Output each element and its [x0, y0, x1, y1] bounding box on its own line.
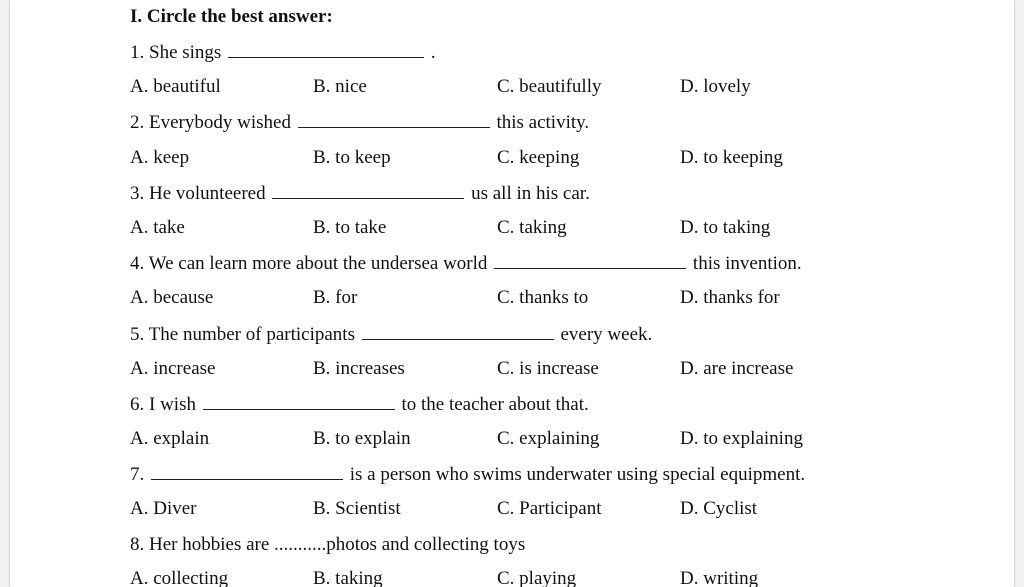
answer-blank[interactable] [151, 462, 343, 480]
options-row-5 [10, 357, 1014, 381]
option-b[interactable]: B. to explain [313, 428, 411, 449]
question-text-before: We can learn more about the undersea world [148, 253, 488, 274]
question-5 [130, 322, 652, 346]
question-text: Her hobbies are ...........photos and collecting toys [149, 534, 526, 555]
option-c[interactable]: C. playing [497, 568, 577, 587]
question-4 [130, 251, 802, 275]
option-d[interactable]: D. are increase [680, 358, 794, 379]
answer-blank[interactable] [494, 251, 686, 269]
option-d[interactable]: D. to taking [680, 217, 771, 238]
question-text-before: I wish [149, 394, 196, 415]
question-text-after: this activity. [496, 112, 590, 133]
option-a[interactable]: A. because [130, 287, 214, 308]
option-a[interactable]: A. beautiful [130, 76, 221, 97]
question-text-after: . [430, 42, 436, 63]
question-text-before: Everybody wished [149, 112, 291, 133]
question-3 [130, 181, 590, 205]
option-d[interactable]: D. to explaining [680, 428, 803, 449]
option-b[interactable]: B. Scientist [313, 498, 401, 519]
question-text-after: to the teacher about that. [401, 394, 589, 415]
question-text-before: He volunteered [149, 183, 266, 204]
option-d[interactable]: D. Cyclist [680, 498, 758, 519]
option-a[interactable]: A. increase [130, 358, 216, 379]
option-c[interactable]: C. Participant [497, 498, 602, 519]
option-b[interactable]: B. for [313, 287, 358, 308]
option-c[interactable]: C. thanks to [497, 287, 589, 308]
option-b[interactable]: B. increases [313, 358, 405, 379]
question-number: 2. [130, 112, 145, 133]
question-text-after: us all in his car. [471, 183, 590, 204]
option-a[interactable]: A. keep [130, 147, 190, 168]
option-c[interactable]: C. explaining [497, 428, 600, 449]
option-c[interactable]: C. beautifully [497, 76, 602, 97]
question-text-after: is a person who swims underwater using special equipment. [349, 464, 806, 485]
question-number: 1. [130, 42, 145, 63]
option-c[interactable]: C. keeping [497, 147, 580, 168]
answer-blank[interactable] [272, 181, 464, 199]
options-row-8 [10, 567, 1014, 587]
option-a[interactable]: A. take [130, 217, 185, 238]
question-number: 5. [130, 324, 145, 345]
option-c[interactable]: C. taking [497, 217, 567, 238]
exercise-heading: I. Circle the best answer: [130, 6, 333, 27]
question-text-after: every week. [560, 324, 653, 345]
option-b[interactable]: B. taking [313, 568, 383, 587]
answer-blank[interactable] [203, 392, 395, 410]
option-c[interactable]: C. is increase [497, 358, 599, 379]
option-d[interactable]: D. writing [680, 568, 759, 587]
option-a[interactable]: A. Diver [130, 498, 197, 519]
option-a[interactable]: A. explain [130, 428, 210, 449]
worksheet-page [10, 0, 1014, 587]
question-2 [130, 110, 589, 134]
answer-blank[interactable] [298, 110, 490, 128]
options-row-6 [10, 427, 1014, 451]
option-a[interactable]: A. collecting [130, 568, 229, 587]
options-row-3 [10, 216, 1014, 240]
question-number: 4. [130, 253, 145, 274]
option-d[interactable]: D. lovely [680, 76, 751, 97]
option-d[interactable]: D. to keeping [680, 147, 783, 168]
question-text-before: The number of participants [148, 324, 355, 345]
option-b[interactable]: B. nice [313, 76, 367, 97]
question-number: 8. [130, 534, 145, 555]
answer-blank[interactable] [362, 322, 554, 340]
answer-blank[interactable] [228, 40, 424, 58]
question-number: 6. [130, 394, 145, 415]
options-row-1 [10, 75, 1014, 99]
question-1 [130, 40, 436, 64]
question-8 [130, 533, 525, 557]
option-b[interactable]: B. to keep [313, 147, 391, 168]
options-row-4 [10, 286, 1014, 310]
question-number: 7. [130, 464, 145, 485]
question-text-before: She sings [149, 42, 222, 63]
question-number: 3. [130, 183, 145, 204]
option-b[interactable]: B. to take [313, 217, 387, 238]
options-row-7 [10, 497, 1014, 521]
option-d[interactable]: D. thanks for [680, 287, 780, 308]
question-6 [130, 392, 589, 416]
options-row-2 [10, 146, 1014, 170]
question-7 [130, 462, 805, 486]
question-text-after: this invention. [692, 253, 802, 274]
